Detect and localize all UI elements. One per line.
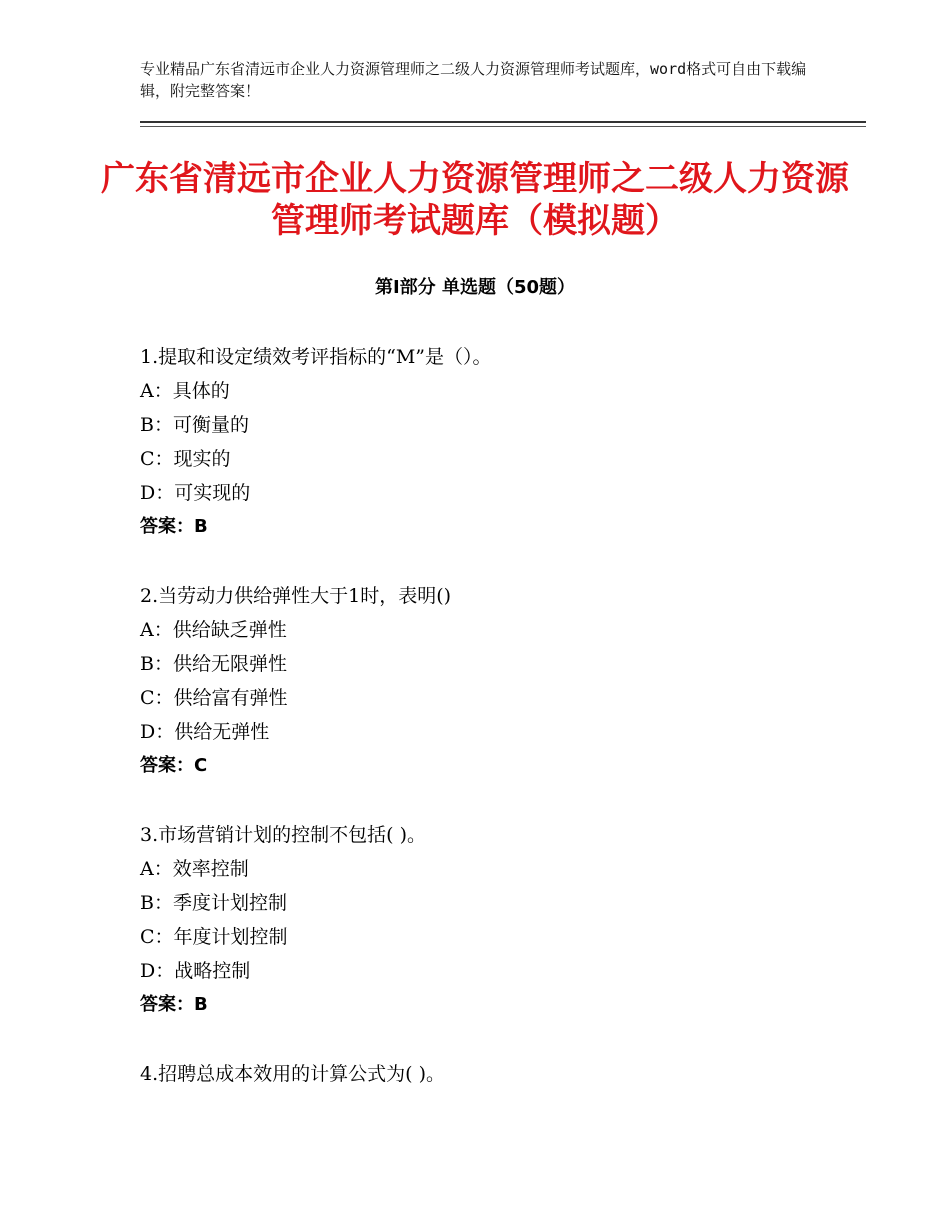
option-b: B：季度计划控制 bbox=[140, 892, 287, 914]
option-d: D：供给无弹性 bbox=[140, 721, 270, 743]
section-heading: 第Ⅰ部分 单选题（50题） bbox=[374, 277, 575, 298]
question-stem: 1.提取和设定绩效考评指标的“M”是（）。 bbox=[140, 346, 492, 368]
document-title: 广东省清远市企业人力资源管理师之二级人力资源管理师考试题库（模拟题） bbox=[101, 159, 849, 241]
question-stem: 2.当劳动力供给弹性大于1时，表明() bbox=[140, 585, 452, 607]
option-c: C：年度计划控制 bbox=[140, 926, 288, 948]
question-1 bbox=[140, 340, 840, 544]
header-divider-thick bbox=[140, 121, 866, 123]
option-b: B：可衡量的 bbox=[140, 414, 249, 436]
question-4 bbox=[140, 1057, 840, 1091]
answer-line: 答案：C bbox=[140, 755, 208, 776]
option-b: B：供给无限弹性 bbox=[140, 653, 287, 675]
option-c: C：现实的 bbox=[140, 448, 231, 470]
question-2 bbox=[140, 579, 840, 783]
question-stem: 4.招聘总成本效用的计算公式为( )。 bbox=[140, 1063, 445, 1085]
header-divider-thin bbox=[140, 126, 866, 127]
option-a: A：供给缺乏弹性 bbox=[140, 619, 287, 641]
option-d: D：可实现的 bbox=[140, 482, 251, 504]
question-stem: 3.市场营销计划的控制不包括( )。 bbox=[140, 824, 426, 846]
header-note: 专业精品广东省清远市企业人力资源管理师之二级人力资源管理师考试题库，word格式可自由下载编辑，附完整答案！ bbox=[140, 60, 807, 100]
question-3 bbox=[140, 818, 840, 1022]
option-a: A：效率控制 bbox=[140, 858, 249, 880]
answer-line: 答案：B bbox=[140, 994, 208, 1015]
option-a: A：具体的 bbox=[140, 380, 230, 402]
option-c: C：供给富有弹性 bbox=[140, 687, 288, 709]
answer-line: 答案：B bbox=[140, 516, 208, 537]
option-d: D：战略控制 bbox=[140, 960, 251, 982]
